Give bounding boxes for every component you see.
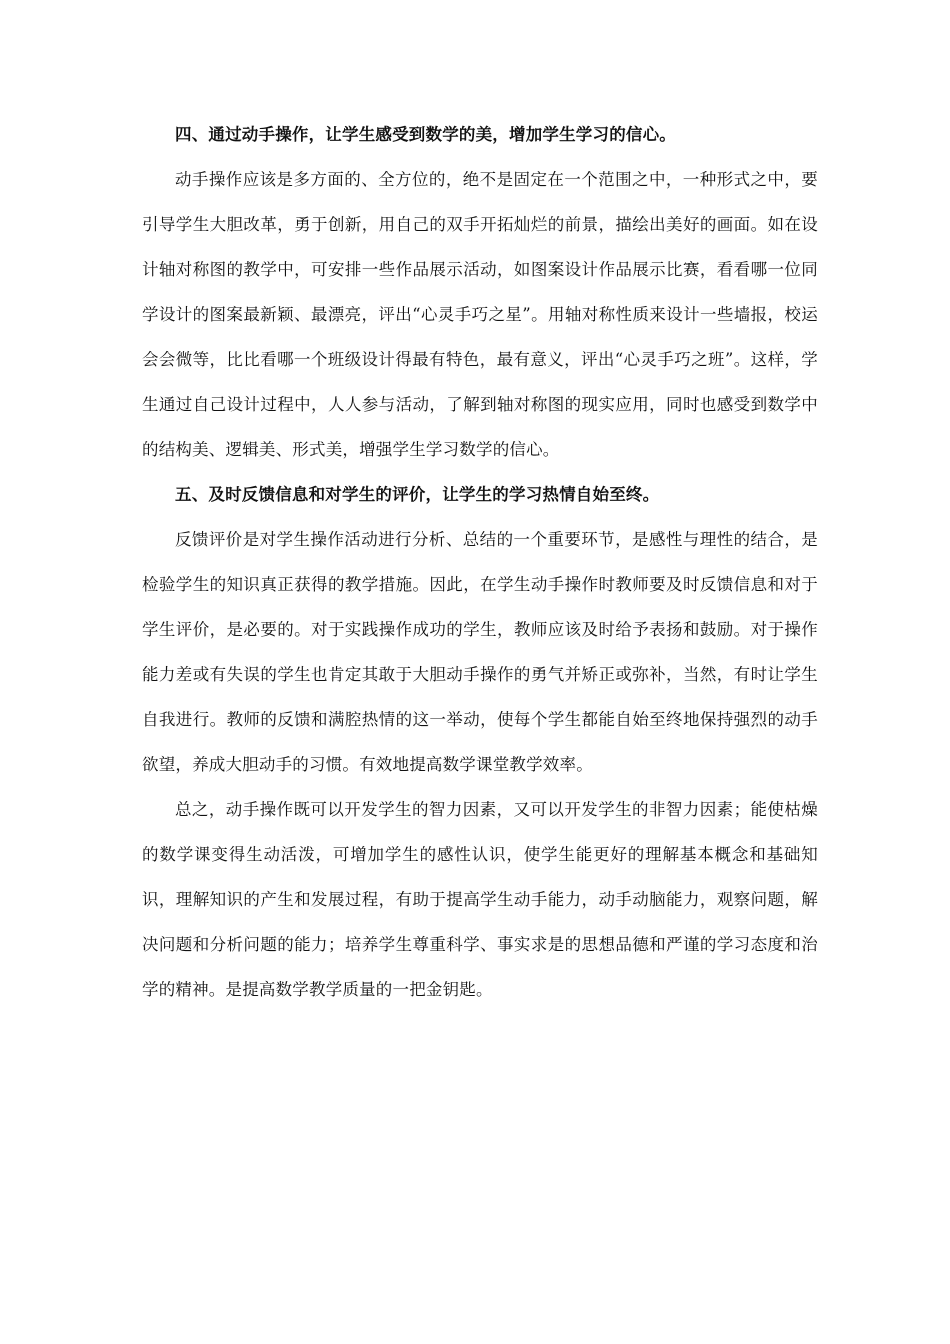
section-5-paragraph: 反馈评价是对学生操作活动进行分析、总结的一个重要环节，是感性与理性的结合，是检验学生的知识真正获得的教学措施。因此，在学生动手操作时教师要及时反馈信息和对于学生评价，是必要的。对于实践操作成功的学生，教师应该及时给予表扬和鼓励。对于操作能力差或有失误的学生也肯定其敢于大胆动手操作的勇气并矫正或弥补，当然，有时让学生自我进行。教师的反馈和满腔热情的这一举动，使每个学生都能自始至终地保持强烈的动手欲望，养成大胆动手的习惯。有效地提高数学课堂教学效率。	[142, 530, 818, 774]
document-body	[142, 112, 818, 1012]
section-4-heading: 四、通过动手操作，让学生感受到数学的美，增加学生学习的信心。	[175, 125, 676, 144]
section-5-heading: 五、及时反馈信息和对学生的评价，让学生的学习热情自始至终。	[175, 485, 660, 504]
section-4-paragraph: 动手操作应该是多方面的、全方位的，绝不是固定在一个范围之中，一种形式之中，要引导学生大胆改革，勇于创新，用自己的双手开拓灿烂的前景，描绘出美好的画面。如在设计轴对称图的教学中，可安排一些作品展示活动，如图案设计作品展示比赛，看看哪一位同学设计的图案最新颖、最漂亮，评出“心灵手巧之星”。用轴对称性质来设计一些墙报，校运会会微等，比比看哪一个班级设计得最有特色，最有意义，评出“心灵手巧之班”。这样，学生通过自己设计过程中，人人参与活动，了解到轴对称图的现实应用，同时也感受到数学中的结构美、逻辑美、形式美，增强学生学习数学的信心。	[142, 170, 818, 459]
conclusion-paragraph: 总之，动手操作既可以开发学生的智力因素，又可以开发学生的非智力因素；能使枯燥的数学课变得生动活泼，可增加学生的感性认识，使学生能更好的理解基本概念和基础知识，理解知识的产生和发展过程，有助于提高学生动手能力，动手动脑能力，观察问题，解决问题和分析问题的能力；培养学生尊重科学、事实求是的思想品德和严谨的学习态度和治学的精神。是提高数学教学质量的一把金钥匙。	[142, 800, 818, 999]
